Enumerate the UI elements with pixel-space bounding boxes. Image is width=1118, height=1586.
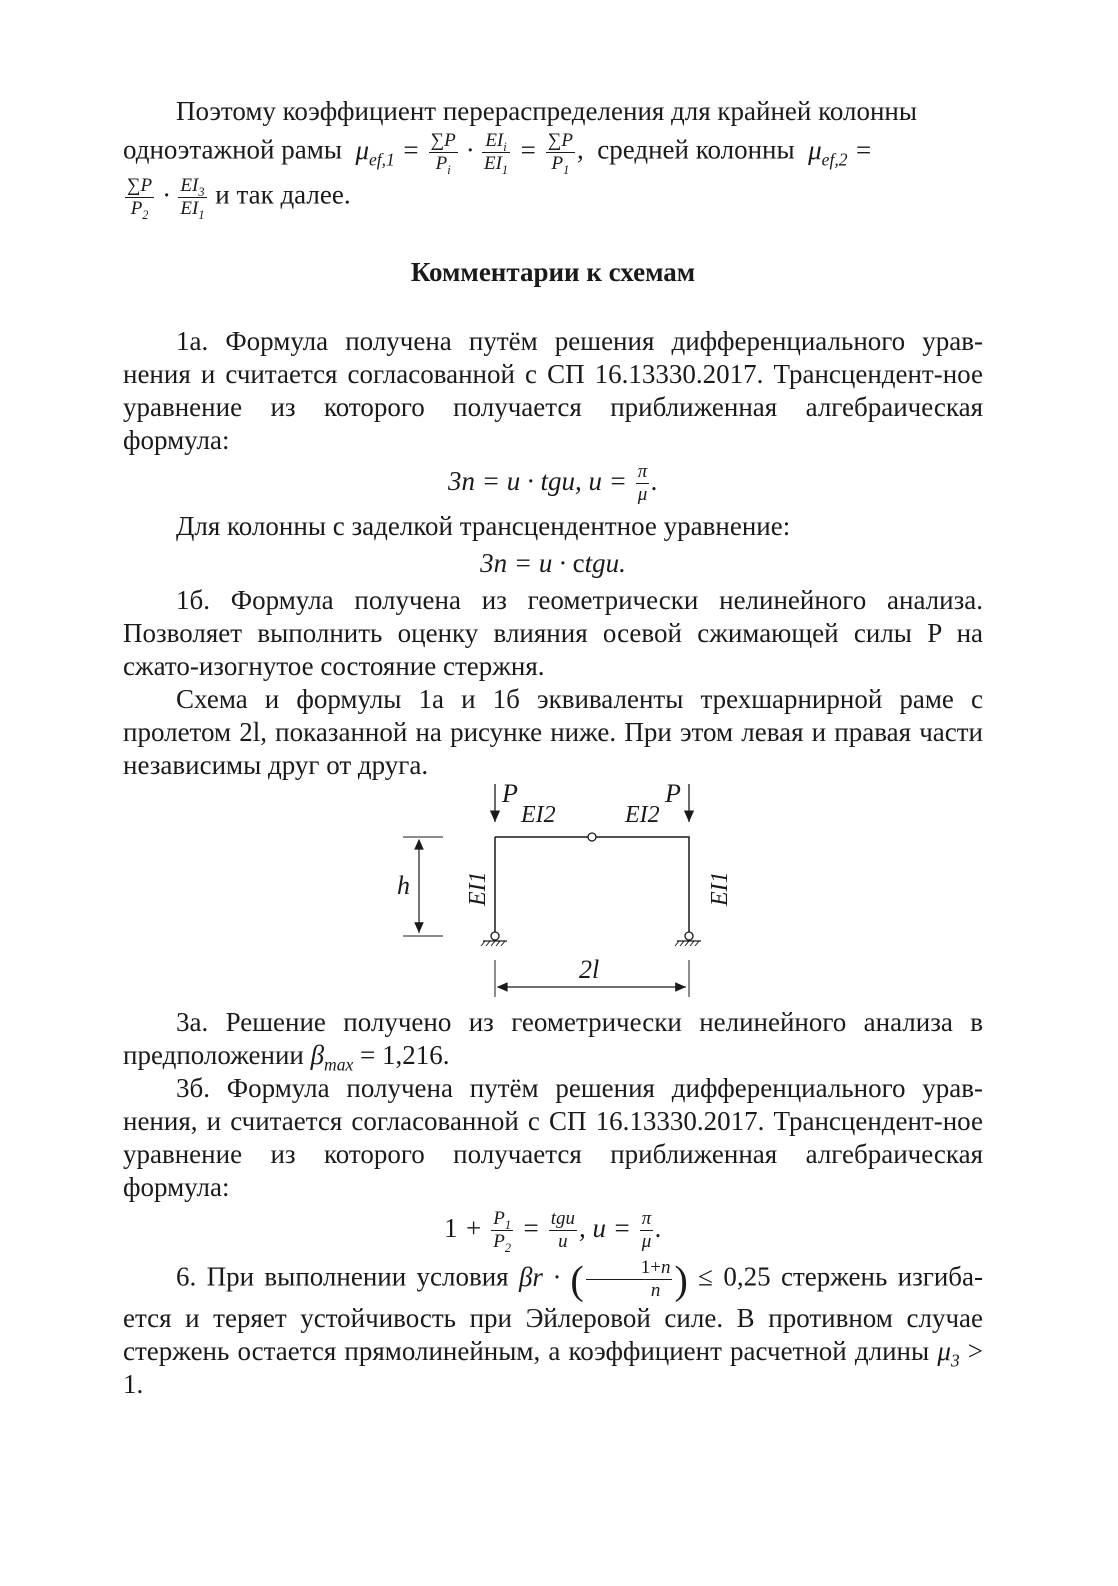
three-hinged-frame-diagram: [363, 782, 743, 1002]
paragraph-3a: 3а. Решение получено из геометрически нелинейного анализа в предположении $\beta_{max} = 1,216$.: [123, 1007, 983, 1075]
column-label-right: EI1: [707, 871, 733, 906]
frame-outline: [495, 837, 689, 932]
right-support: [675, 932, 701, 946]
paragraph-6-rest: стержень изгиба-ется и теряет устойчивость при Эйлеровой силе. В противном случае стержень остается прямолинейным, а коэффициент расчетной длины: [123, 1261, 984, 1366]
equation-1: 3n = u · tgu, u = $\frac{\pi}{\mu}$ .: [448, 461, 658, 505]
intro-formula-line: одноэтажной рамы $\mu_{ef,1}$ = $\frac{\sum P}{P_i}$ · $\frac{EI_i}{EI_1}$ = $\frac{\sum P}{P_1}$ , средней колонны $\mu_{ef,2}$ =: [123, 130, 873, 177]
paragraph-scheme: Схема и формулы 1а и 1б эквиваленты трехшарнирной раме с пролетом 2l, показанной на рисунке ниже. При этом левая и правая части независимы друг от друга.: [123, 684, 983, 780]
page-content: [123, 95, 983, 1401]
section-heading: Комментарии к схемам: [410, 257, 696, 287]
beam-label-right: EI2: [625, 802, 660, 828]
intro-ending: и так далее.: [215, 179, 351, 210]
paragraph-6: 6. При выполнении условия βr · ( $\frac{1+n}{n}$ ) ≤ 0,25 стержень изгиба-ется и теряет устойчивость при Эйлеровой силе. В противном случае стержень остается прямолинейным, а коэффициент расчетной длины $\mu_3 > 1$.: [123, 1257, 984, 1399]
paragraph-3a-value: = 1,216.: [360, 1040, 450, 1070]
height-label: h: [397, 871, 410, 900]
mu-ef1-formula: $\mu_{ef,1}$ = $\frac{\sum P}{P_i}$ · $\frac{EI_i}{EI_1}$ = $\frac{\sum P}{P_1}$: [355, 130, 573, 177]
load-label-left: P: [502, 782, 518, 808]
paragraph-3a-text: 3а. Решение получено из геометрически нелинейного анализа в предположении: [123, 1007, 983, 1070]
paragraph-6-condition: ≤ 0,25: [698, 1261, 771, 1292]
paragraph-fixed-column: Для колонны с заделкой трансцендентное уравнение:: [176, 511, 791, 541]
left-support: [481, 932, 507, 946]
mu-ef2-fraction: $\frac{\sum P}{P_2}$ · $\frac{EI_3}{EI_1}$: [127, 175, 205, 222]
span-label: 2l: [579, 955, 600, 984]
load-label-right: P: [665, 782, 681, 808]
equation-2: 3n = u · ctgu.: [480, 548, 626, 578]
mu-ef2-formula: $\mu_{ef,2}$ =: [808, 134, 873, 170]
paragraph-6-start: 6. При выполнении условия: [176, 1261, 509, 1292]
edge-column-text: средней колонны: [597, 134, 795, 165]
paragraph-1a: 1а. Формула получена путём решения дифференциального урав-нения и считается согласованной с СП 16.13330.2017. Трансцендент-ное уравнение из которого получается приближенная алгебраическая формула:: [123, 326, 983, 455]
paragraph-1b: 1б. Формула получена из геометрически нелинейного анализа. Позволяет выполнить оценку влияния осевой сжимающей силы P на сжато-изогнутое состояние стержня.: [123, 585, 983, 681]
intro-line2-start: одноэтажной рамы: [123, 134, 342, 165]
column-label-left: EI1: [465, 871, 491, 906]
intro-line1: Поэтому коэффициент перераспределения для крайней колонны: [176, 96, 918, 126]
equation-3: 1 + $\frac{P_1}{P_2}$ = $\frac{\text{tgu}}{u}$ , u = $\frac{\pi}{\mu}$ .: [443, 1208, 663, 1255]
beam-label-left: EI2: [521, 802, 556, 828]
paragraph-3b: 3б. Формула получена путём решения дифференциального урав-нения, и считается согласованной с СП 16.13330.2017. Трансцендент-ное уравнение из которого получается приближенная алгебраическая формула:: [123, 1073, 983, 1202]
paragraph-6-end: > 1.: [123, 1336, 984, 1399]
middle-hinge: [588, 833, 596, 841]
intro-line3: [123, 175, 983, 220]
